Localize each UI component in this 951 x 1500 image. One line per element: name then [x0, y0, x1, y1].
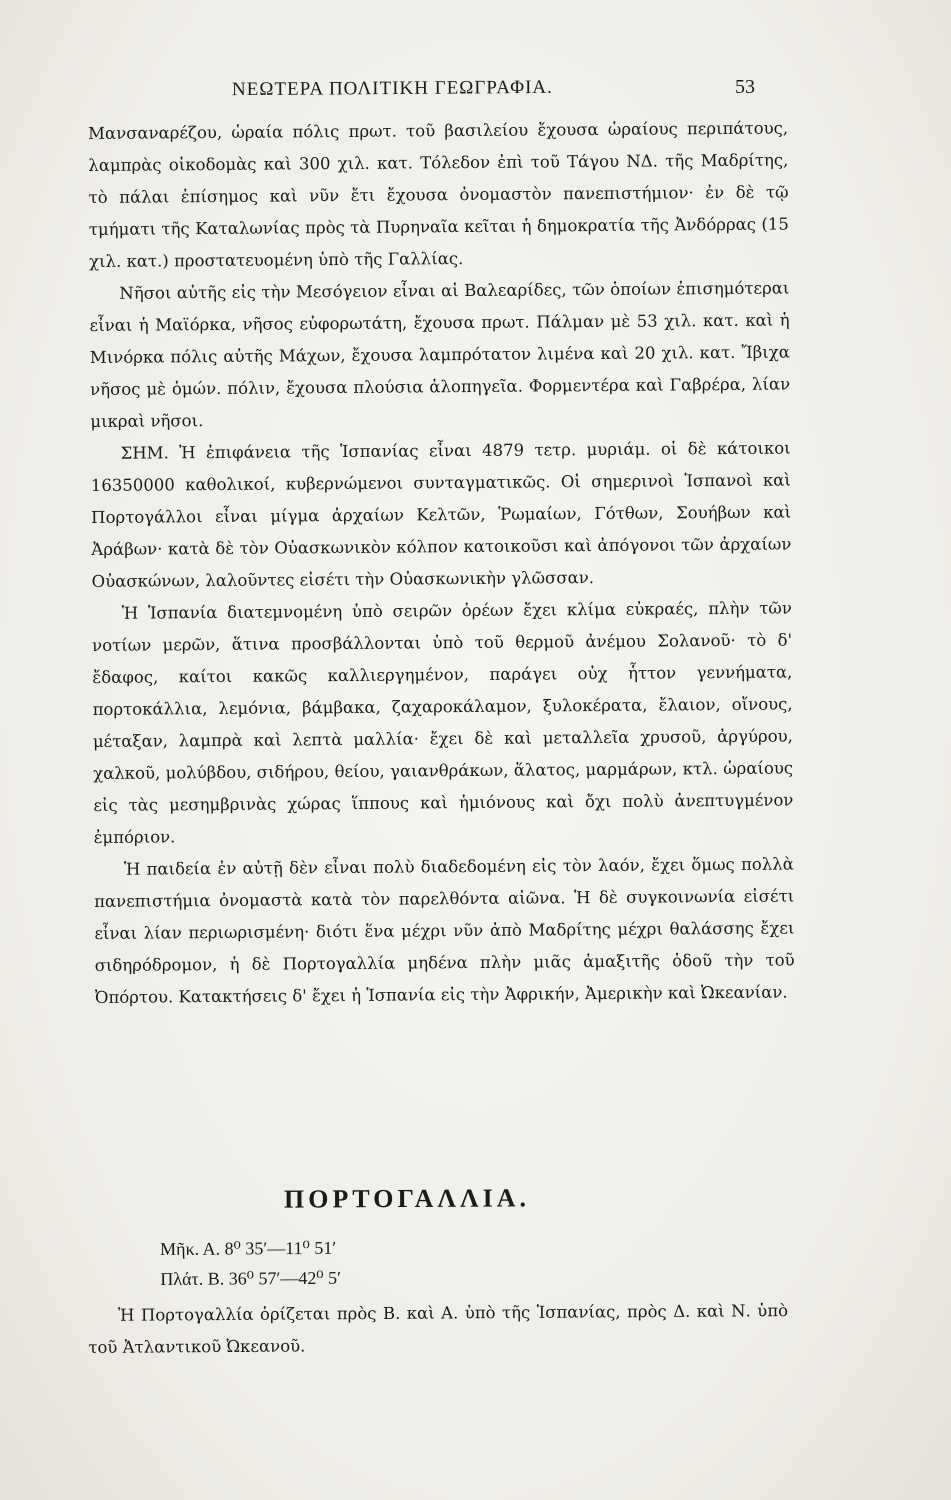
paragraph-note: ΣΗΜ. Ἡ ἐπιφάνεια τῆς Ἱσπανίας εἶναι 4879 τετρ. μυριάμ. οἱ δὲ κάτοικοι 16350000 καθολικοί, κυβερνώμενοι συνταγματικῶς. Οἱ σημερινοὶ Ἱσπανοὶ καὶ Πορτογάλλοι εἶναι μίγμα ἀρχαίων Κελτῶν, Ῥωμαίων, Γότθων, Σουήβων καὶ Ἀράβων· κατὰ δὲ τὸν Οὐασκωνικὸν κόλπον κατοικοῦσι καὶ ἀπόγονοι τῶν ἀρχαίων Οὐασκώνων, λαλοῦντες εἰσέτι τὴν Οὐασκωνικὴν γλῶσσαν. [90, 438, 792, 591]
page-number: 53 [735, 76, 755, 98]
latitude-line: Πλάτ. Β. 36⁰ 57′—42⁰ 5′ [160, 1267, 342, 1289]
paragraph-5: Ἡ παιδεία ἐν αὐτῇ δὲν εἶναι πολὺ διαδεδομένη εἰς τὸν λαόν, ἔχει ὅμως πολλὰ πανεπιστήμια ὀνομαστὰ κατὰ τὸν παρελθόντα αἰῶνα. Ἡ δὲ συγκοινωνία εἰσέτι εἶναι λίαν περιωρισμένη· διότι ἕνα μέχρι νῦν ἀπὸ Μαδρίτης μέχρι θαλάσσης ἔχει σιδηρόδρομον, ἡ δὲ Πορτογαλλία μηδένα πλὴν μιᾶς ἁμαξιτῆς ὁδοῦ τὴν τοῦ Ὀπόρτου. Κατακτήσεις δ' ἔχει ἡ Ἱσπανία εἰς τὴν Ἀφρικήν, Ἀμερικὴν καὶ Ὠκεανίαν. [94, 854, 795, 1007]
paragraph-1: Μανσαναρέζου, ὡραία πόλις πρωτ. τοῦ βασιλείου ἔχουσα ὡραίους περιπάτους, λαμπρὰς οἰκοδομὰς καὶ 300 χιλ. κατ. Τόλεδον ἐπὶ τοῦ Τάγου ΝΔ. τῆς Μαδρίτης, τὸ πάλαι ἐπίσημος καὶ νῦν ἔτι ἔχουσα ὀνομαστὸν πανεπιστήμιον· ἐν δὲ τῷ τμήματι τῆς Καταλωνίας πρὸς τὰ Πυρηναῖα κεῖται ἡ δημοκρατία τῆς Ἀνδόρρας (15 χιλ. κατ.) προστατευομένη ὑπὸ τῆς Γαλλίας. [88, 118, 789, 271]
section-text [88, 1295, 788, 1364]
coordinates [160, 1233, 341, 1294]
main-text [88, 113, 795, 1014]
longitude-line: Μῆκ. Α. 8⁰ 35′—11⁰ 51′ [160, 1237, 337, 1259]
section-heading: ΠΟΡΤΟΓΑΛΛΙΑ. [283, 1183, 531, 1214]
running-head: ΝΕΩΤΕΡΑ ΠΟΛΙΤΙΚΗ ΓΕΩΓΡΑΦΙΑ. [231, 76, 553, 101]
section-paragraph: Ἡ Πορτογαλλία ὁρίζεται πρὸς Β. καὶ Α. ὑπὸ τῆς Ἱσπανίας, πρὸς Δ. καὶ Ν. ὑπὸ τοῦ Ἀτλαντικοῦ Ὠκεανοῦ. [88, 1301, 789, 1357]
paragraph-4: Ἡ Ἱσπανία διατεμνομένη ὑπὸ σειρῶν ὀρέων ἔχει κλίμα εὐκραές, πλὴν τῶν νοτίων μερῶν, ἅτινα προσβάλλονται ὑπὸ τοῦ θερμοῦ ἀνέμου Σολανοῦ· τὸ δ' ἔδαφος, καίτοι κακῶς καλλιεργημένον, παράγει οὐχ ἧττον γεννήματα, πορτοκάλλια, λεμόνια, βάμβακα, ζαχαροκάλαμον, ξυλοκέρατα, ἔλαιον, οἴνους, μέταξαν, λαμπρὰ καὶ λεπτὰ μαλλία· ἔχει δὲ καὶ μεταλλεῖα χρυσοῦ, ἀργύρου, χαλκοῦ, μολύβδου, σιδήρου, θείου, γαιανθράκων, ἅλατος, μαρμάρων, κτλ. ὡραίους εἰς τὰς μεσημβρινὰς χώρας ἵππους καὶ ἡμιόνους καὶ ὄχι πολὺ ἀνεπτυγμένον ἐμπόριον. [92, 598, 794, 847]
paragraph-2: Νῆσοι αὐτῆς εἰς τὴν Μεσόγειον εἶναι αἱ Βαλεαρίδες, τῶν ὁποίων ἐπισημότεραι εἶναι ἡ Μαϊόρκα, νῆσος εὐφορωτάτη, ἔχουσα πρωτ. Πάλμαν μὲ 53 χιλ. κατ. καὶ ἡ Μινόρκα πόλις αὐτῆς Μάχων, ἔχουσα λαμπρότατον λιμένα καὶ 20 χιλ. κατ. Ἴβιχα νῆσος μὲ ὁμών. πόλιν, ἔχουσα πλούσια ἁλοπηγεῖα. Φορμεντέρα καὶ Γαβρέρα, λίαν μικραὶ νῆσοι. [89, 278, 791, 431]
